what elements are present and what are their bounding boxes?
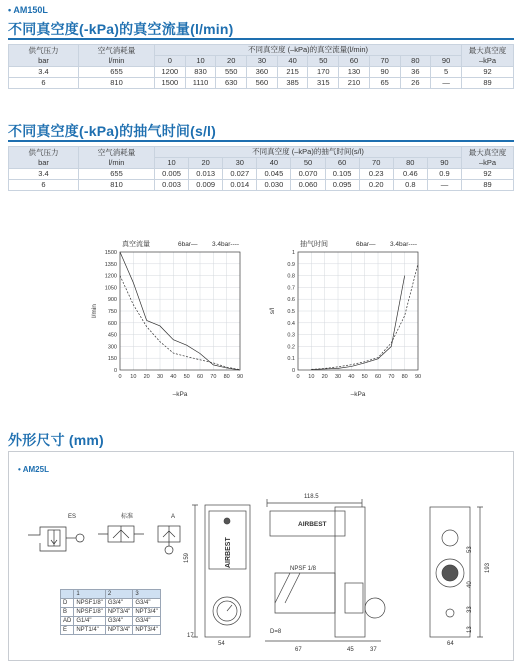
x-tick-label: 10 [130, 374, 137, 380]
brand-side: AIRBEST [298, 521, 327, 528]
y-tick-label: 300 [107, 344, 117, 351]
cell-air: 655 [79, 67, 155, 78]
dim-d8: D=8 [270, 629, 282, 635]
port-cell: NPT3/4" [133, 626, 160, 635]
cell-air: 810 [79, 180, 155, 191]
x-tick-label: 80 [401, 374, 408, 380]
y-tick-label: 1500 [104, 250, 117, 256]
section-title-time: 不同真空度(-kPa)的抽气时间(s/l) [8, 123, 216, 139]
level-header: 80 [393, 158, 427, 169]
x-tick-label: 80 [223, 374, 230, 380]
port-cell: AD [61, 617, 74, 626]
x-tick-label: 40 [348, 374, 355, 380]
header-pressure: 供气压力 bar [9, 45, 79, 67]
front-view [192, 505, 250, 637]
dim-54: 54 [218, 641, 225, 647]
y-tick-label: 150 [107, 356, 117, 363]
x-tick-label: 50 [361, 374, 368, 380]
y-tick-label: 0.4 [287, 320, 295, 327]
port-cell: G3/4" [105, 599, 132, 608]
cell-value: 385 [277, 78, 308, 89]
x-tick-label: 50 [183, 374, 190, 380]
dim-193: 193 [485, 562, 491, 573]
port-header: 2 [105, 590, 132, 599]
level-header: 50 [291, 158, 325, 169]
level-header: 70 [359, 158, 393, 169]
section-title-flow: 不同真空度(-kPa)的真空流量(l/min) [8, 21, 234, 37]
dim-118-5: 118.5 [304, 494, 319, 500]
cell-value: 550 [216, 67, 247, 78]
chart-title: 真空流量 [122, 241, 150, 248]
x-tick-label: 70 [388, 374, 395, 380]
port-cell: G3/4" [133, 599, 160, 608]
chart-flow [85, 234, 255, 409]
x-tick-label: 0 [118, 374, 122, 380]
cell-max: 92 [462, 169, 514, 180]
flow-table [8, 44, 514, 89]
symbol-standard [98, 526, 144, 542]
cell-value: 5 [431, 67, 462, 78]
section-rule [8, 140, 514, 142]
y-tick-label: 0.7 [287, 285, 295, 292]
level-header: 0 [155, 56, 186, 67]
cell-value: 0.030 [257, 180, 291, 191]
x-tick-label: 30 [334, 374, 342, 380]
cell-max: 89 [462, 78, 514, 89]
legend-dash: 3.4bar---- [212, 241, 240, 248]
level-header: 90 [427, 158, 461, 169]
cell-value: 0.9 [427, 169, 461, 180]
cell-value: 360 [247, 67, 278, 78]
y-tick-label: 0 [113, 368, 117, 374]
cell-max: 89 [462, 180, 514, 191]
dim-npsf: NPSF 1/8 [290, 566, 317, 572]
dim-33: 33 [467, 606, 473, 613]
cell-value: 1200 [155, 67, 186, 78]
y-tick-label: 1350 [104, 261, 117, 268]
dim-64: 64 [447, 641, 454, 647]
cell-value: 0.46 [393, 169, 427, 180]
cell-value: 315 [308, 78, 339, 89]
cell-value: 0.060 [291, 180, 325, 191]
level-header: 70 [369, 56, 400, 67]
y-tick-label: 1050 [104, 285, 117, 292]
legend-dash: 3.4bar---- [390, 241, 418, 248]
port-cell: G1/4" [74, 617, 105, 626]
cell-value: 130 [339, 67, 370, 78]
cell-value: 36 [400, 67, 431, 78]
cell-value: 0.003 [155, 180, 189, 191]
cell-value: 0.045 [257, 169, 291, 180]
table-row [9, 180, 514, 191]
table-row [9, 67, 514, 78]
x-tick-label: 10 [308, 374, 315, 380]
cell-value: 0.20 [359, 180, 393, 191]
y-tick-label: 1200 [104, 273, 117, 280]
y-tick-label: 0.1 [287, 356, 295, 363]
chart-time-svg [263, 234, 433, 404]
x-tick-label: 20 [321, 374, 328, 380]
port-row [61, 626, 161, 635]
cell-value: 0.027 [223, 169, 257, 180]
port-header [61, 590, 74, 599]
dim-67: 67 [295, 647, 302, 653]
section-rule [8, 38, 514, 40]
header-air: 空气消耗量 l/min [79, 147, 155, 169]
table-row [9, 169, 514, 180]
header-group: 不同真空度 (–kPa)的抽气时间(s/l) [155, 147, 462, 158]
x-tick-label: 0 [296, 374, 300, 380]
cell-value: 0.8 [393, 180, 427, 191]
y-tick-label: 900 [107, 297, 117, 304]
x-tick-label: 70 [210, 374, 217, 380]
port-cell: G3/4" [105, 617, 132, 626]
y-tick-label: 0.6 [287, 297, 295, 304]
x-tick-label: 30 [156, 374, 164, 380]
port-header: 1 [74, 590, 105, 599]
x-axis-label: –kPa [350, 391, 366, 398]
cell-value: 0.009 [189, 180, 223, 191]
x-tick-label: 90 [414, 374, 422, 380]
port-cell: NPT3/4" [105, 608, 132, 617]
table-row [9, 78, 514, 89]
level-header: 60 [325, 158, 359, 169]
y-tick-label: 1 [291, 250, 295, 256]
y-tick-label: 750 [107, 309, 117, 315]
cell-value: 0.070 [291, 169, 325, 180]
header-pressure: 供气压力 bar [9, 147, 79, 169]
x-tick-label: 60 [374, 374, 382, 380]
section-title-dimensions: 外形尺寸 (mm) [8, 432, 104, 448]
cell-value: 90 [369, 67, 400, 78]
level-header: 10 [185, 56, 216, 67]
symbol-a [158, 526, 180, 554]
cell-air: 810 [79, 78, 155, 89]
cell-air: 655 [79, 169, 155, 180]
port-cell: NPT3/4" [105, 626, 132, 635]
cell-value: 1110 [185, 78, 216, 89]
y-tick-label: 0.3 [287, 332, 295, 339]
level-header: 20 [216, 56, 247, 67]
y-tick-label: 0.5 [287, 309, 295, 315]
dimension-drawings [184, 493, 500, 653]
level-header: 10 [155, 158, 189, 169]
port-cell: NPSF1/8" [74, 608, 105, 617]
port-cell: E [61, 626, 74, 635]
port-row [61, 608, 161, 617]
legend-solid: 6bar— [356, 241, 376, 248]
level-header: 30 [247, 56, 278, 67]
dim-37: 37 [370, 647, 377, 653]
level-header: 40 [277, 56, 308, 67]
cell-pressure: 6 [9, 78, 79, 89]
port-row [61, 617, 161, 626]
port-cell: B [61, 608, 74, 617]
y-axis-label: s/l [269, 307, 276, 315]
y-tick-label: 450 [107, 332, 117, 339]
header-group: 不同真空度 (–kPa)的真空流量(l/min) [155, 45, 462, 56]
cell-pressure: 3.4 [9, 169, 79, 180]
x-tick-label: 60 [196, 374, 204, 380]
cell-max: 92 [462, 67, 514, 78]
level-header: 30 [223, 158, 257, 169]
cell-value: 210 [339, 78, 370, 89]
dim-159: 159 [184, 552, 190, 563]
pneumatic-symbols [18, 510, 193, 560]
level-header: 80 [400, 56, 431, 67]
y-tick-label: 600 [107, 320, 117, 327]
symbol-es [28, 527, 84, 551]
submodel-label: • AM25L [18, 465, 49, 474]
port-table [60, 589, 161, 635]
time-table [8, 146, 514, 191]
cell-value: 0.013 [189, 169, 223, 180]
x-axis-label: –kPa [172, 391, 188, 398]
y-tick-label: 0 [291, 368, 295, 374]
dim-40: 40 [467, 581, 473, 588]
header-air: 空气消耗量 l/min [79, 45, 155, 67]
level-header: 90 [431, 56, 462, 67]
symbol-label-a: A [171, 514, 176, 520]
cell-value: — [431, 78, 462, 89]
port-cell: D [61, 599, 74, 608]
rear-view [430, 507, 483, 637]
symbol-label-es: ES [68, 514, 77, 520]
cell-value: 0.105 [325, 169, 359, 180]
cell-value: 65 [369, 78, 400, 89]
cell-value: 215 [277, 67, 308, 78]
cell-value: — [427, 180, 461, 191]
port-cell: G3/4" [133, 617, 160, 626]
cell-value: 560 [247, 78, 278, 89]
y-tick-label: 0.8 [287, 273, 295, 280]
chart-time [263, 234, 433, 409]
cell-pressure: 6 [9, 180, 79, 191]
chart-flow-svg [85, 234, 255, 404]
cell-value: 630 [216, 78, 247, 89]
x-tick-label: 20 [143, 374, 150, 380]
cell-value: 0.005 [155, 169, 189, 180]
port-row [61, 599, 161, 608]
x-tick-label: 40 [170, 374, 177, 380]
port-header: 3 [133, 590, 160, 599]
cell-pressure: 3.4 [9, 67, 79, 78]
cell-value: 0.014 [223, 180, 257, 191]
port-cell: NPSF1/8" [74, 599, 105, 608]
dim-13: 13 [467, 626, 473, 633]
port-cell: NPT1/4" [74, 626, 105, 635]
level-header: 60 [339, 56, 370, 67]
cell-value: 1500 [155, 78, 186, 89]
port-cell: NPT3/4" [133, 608, 160, 617]
model-label: • AM150L [8, 5, 48, 15]
chart-title: 抽气时间 [300, 241, 328, 248]
symbol-label-std: 标准 [121, 514, 134, 520]
cell-value: 26 [400, 78, 431, 89]
x-tick-label: 90 [236, 374, 244, 380]
dim-53: 53 [467, 546, 473, 553]
cell-value: 0.095 [325, 180, 359, 191]
y-tick-label: 0.2 [287, 344, 295, 351]
level-header: 50 [308, 56, 339, 67]
cell-value: 0.23 [359, 169, 393, 180]
header-max: 最大真空度 –kPa [462, 147, 514, 169]
dim-45: 45 [347, 647, 354, 653]
cell-value: 830 [185, 67, 216, 78]
brand-front: AIRBEST [225, 537, 232, 568]
legend-solid: 6bar— [178, 241, 198, 248]
dim-17: 17 [187, 633, 194, 639]
level-header: 20 [189, 158, 223, 169]
header-max: 最大真空度 –kPa [462, 45, 514, 67]
y-tick-label: 0.9 [287, 261, 295, 268]
y-axis-label: l/min [91, 304, 98, 318]
cell-value: 170 [308, 67, 339, 78]
level-header: 40 [257, 158, 291, 169]
